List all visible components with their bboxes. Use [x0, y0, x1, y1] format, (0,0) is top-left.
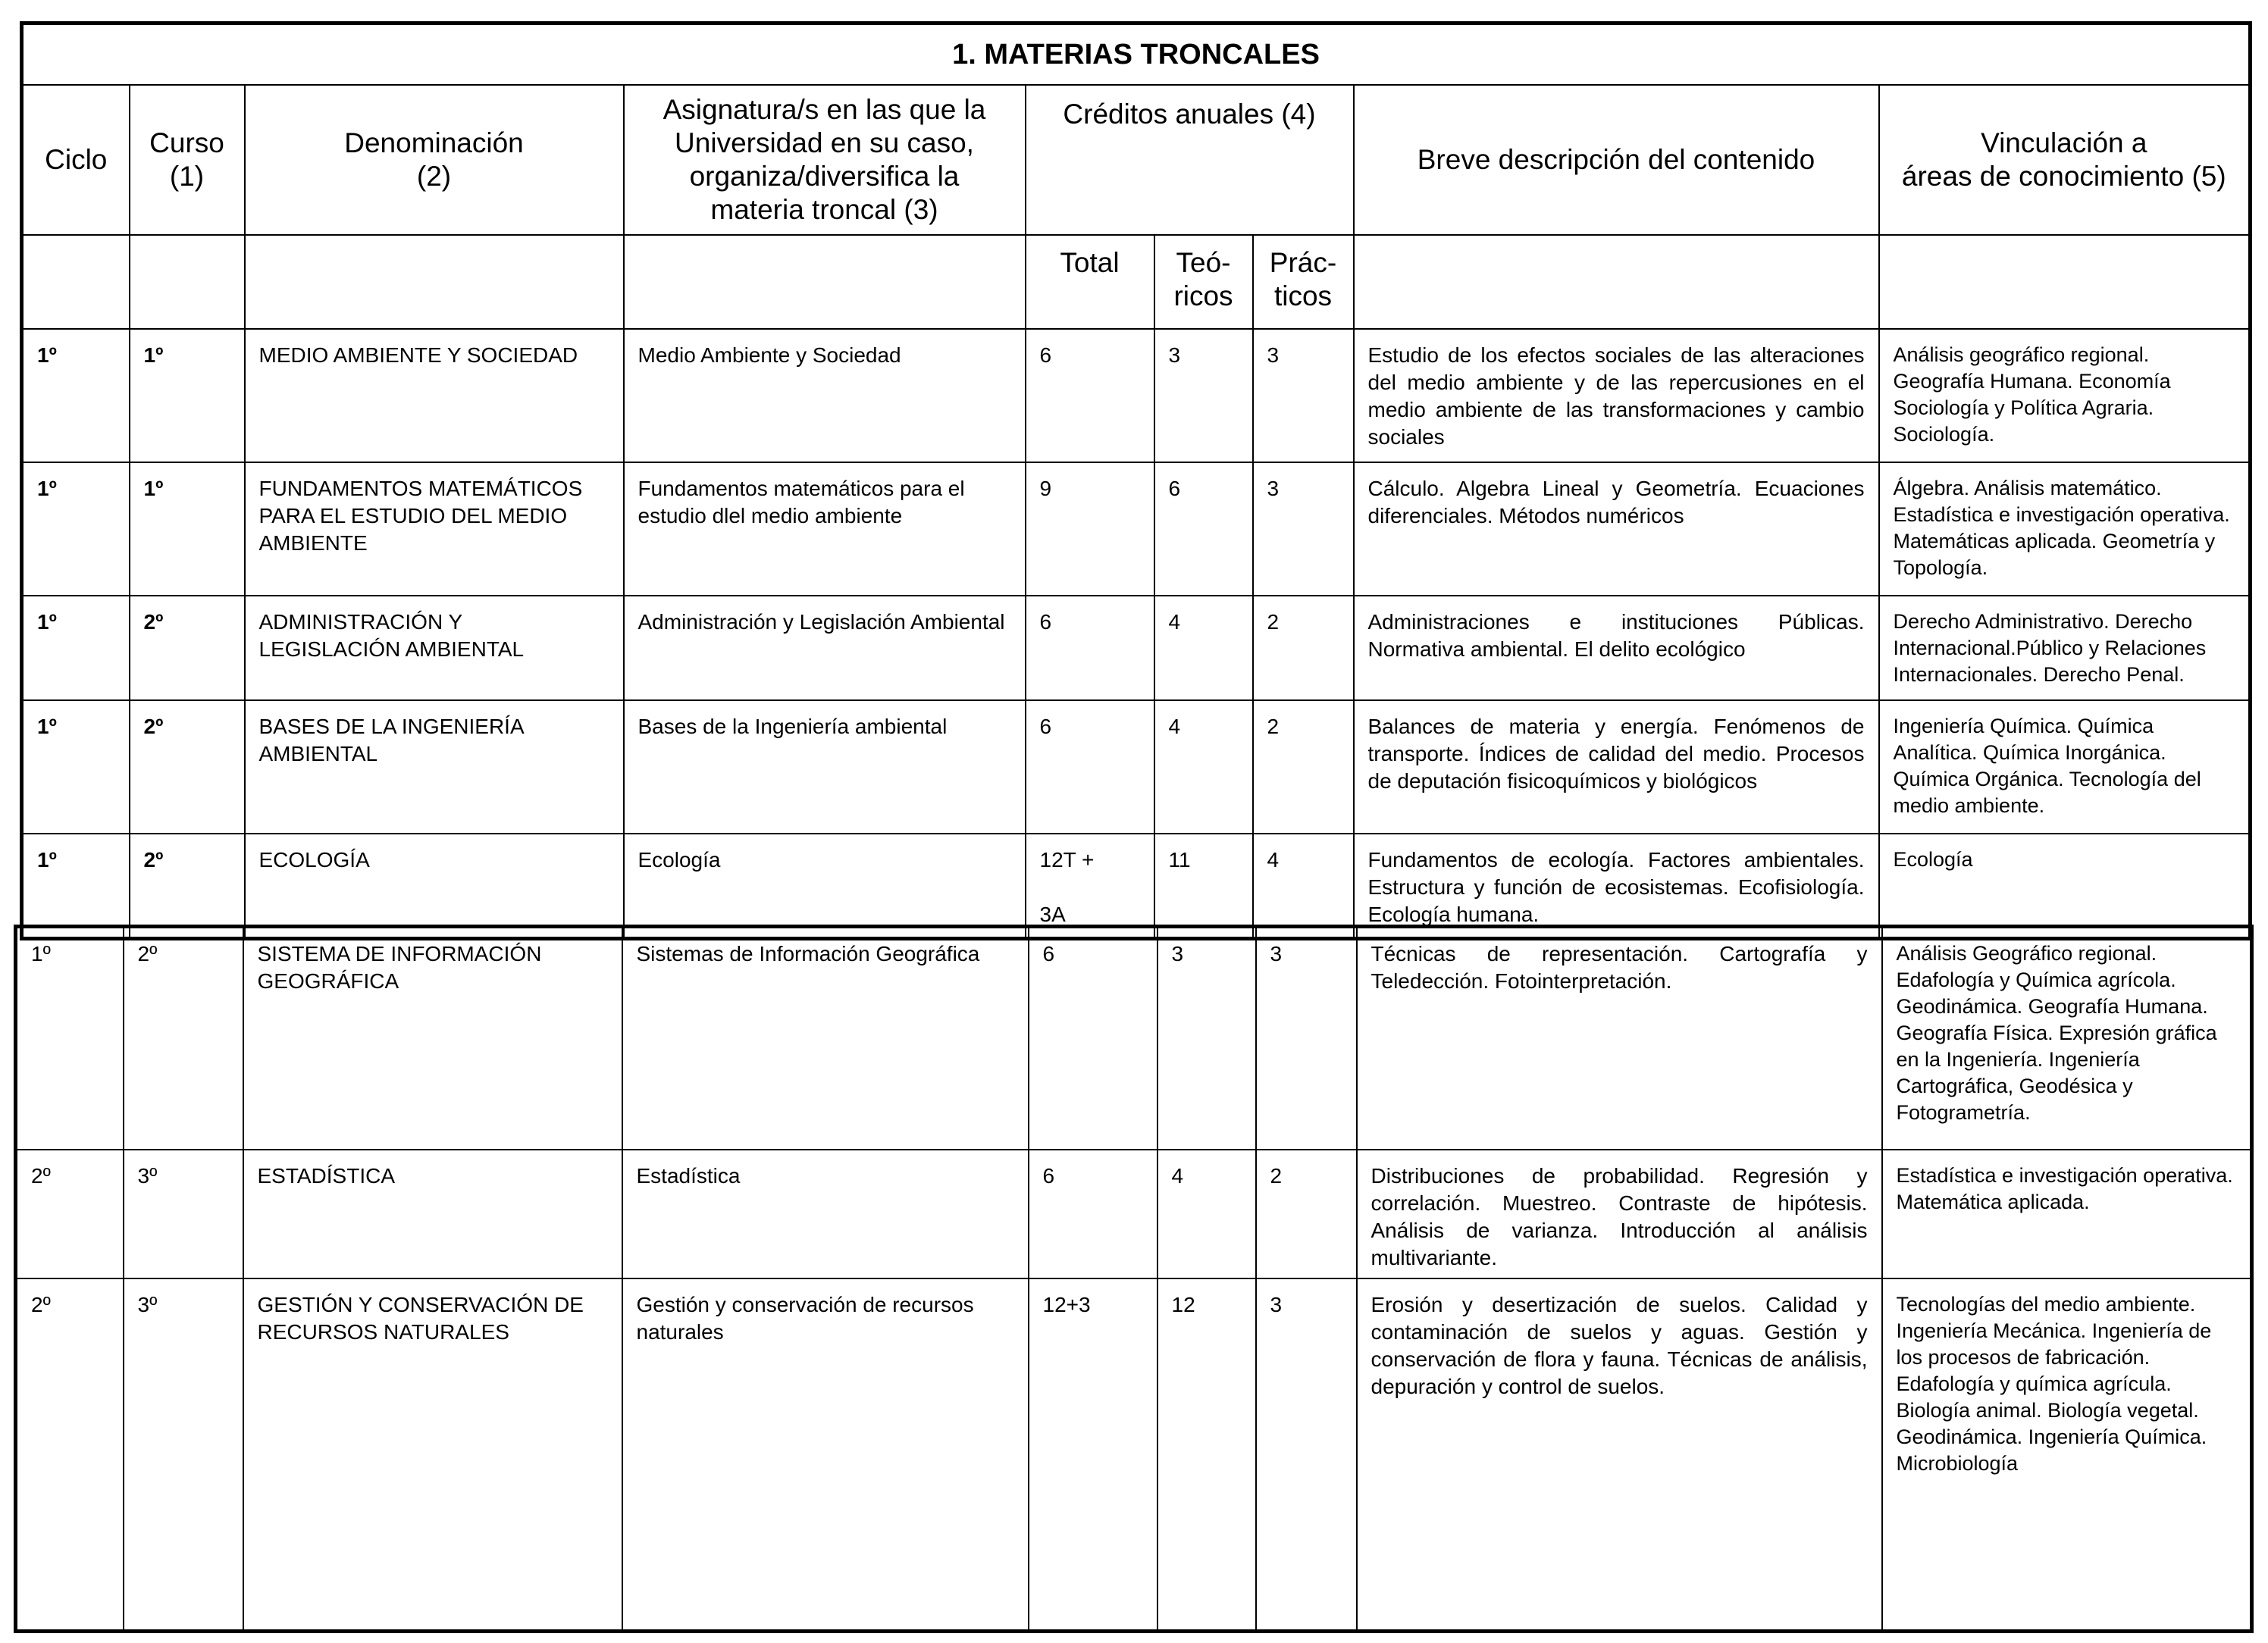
cell-denominacion: SISTEMA DE INFORMACIÓN GEOGRÁFICA	[243, 927, 622, 1150]
cell-descripcion: Fundamentos de ecología. Factores ambientales. Estructura y función de ecosistemas. Ecofisiología. Ecología humana.	[1354, 834, 1879, 938]
cell-descripcion: Estudio de los efectos sociales de las alteraciones del medio ambiente y de las repercusiones en el medio ambiente de las transformaciones y cambio sociales	[1354, 329, 1879, 462]
cell-vinculacion: Derecho Administrativo. Derecho Internacional.Público y Relaciones Internacionales. Derecho Penal.	[1879, 596, 2251, 700]
header-ciclo: Ciclo	[22, 85, 130, 235]
table-row	[22, 596, 2251, 700]
cell-practicos: 2	[1253, 596, 1354, 700]
cell-descripcion: Balances de materia y energía. Fenómenos de transporte. Índices de calidad del medio. Procesos de deputación fisicoquímicos y biológicos	[1354, 700, 1879, 834]
cell-denominacion: ESTADÍSTICA	[243, 1150, 622, 1278]
cell-total: 12+3	[1029, 1278, 1157, 1632]
cell-vinculacion: Ingeniería Química. Química Analítica. Química Inorgánica. Química Orgánica. Tecnología del medio ambiente.	[1879, 700, 2251, 834]
cell-curso: 2º	[130, 596, 245, 700]
cell-total: 6	[1026, 596, 1154, 700]
cell-teoricos: 11	[1154, 834, 1253, 938]
table-row	[22, 700, 2251, 834]
table-row	[22, 329, 2251, 462]
cell-total: 6	[1026, 329, 1154, 462]
header-vinculacion: Vinculación a áreas de conocimiento (5)	[1879, 85, 2251, 235]
cell-practicos: 3	[1256, 927, 1357, 1150]
subheader-empty	[624, 235, 1026, 329]
subheader-empty	[130, 235, 245, 329]
cell-curso: 3º	[124, 1278, 243, 1632]
cell-total: 6	[1029, 1150, 1157, 1278]
cell-teoricos: 4	[1154, 700, 1253, 834]
cell-descripcion: Cálculo. Algebra Lineal y Geometría. Ecuaciones diferenciales. Métodos numéricos	[1354, 462, 1879, 596]
table-row	[16, 927, 2252, 1150]
header-total: Total	[1026, 235, 1154, 329]
cell-curso: 3º	[124, 1150, 243, 1278]
table-row	[22, 462, 2251, 596]
cell-vinculacion: Estadística e investigación operativa. Matemática aplicada.	[1882, 1150, 2252, 1278]
cell-ciclo: 1º	[22, 329, 130, 462]
cell-ciclo: 2º	[16, 1278, 124, 1632]
cell-denominacion: FUNDAMENTOS MATEMÁTICOS PARA EL ESTUDIO DEL MEDIO AMBIENTE	[245, 462, 624, 596]
cell-denominacion: ADMINISTRACIÓN Y LEGISLACIÓN AMBIENTAL	[245, 596, 624, 700]
cell-vinculacion: Ecología	[1879, 834, 2251, 938]
cell-asignatura: Bases de la Ingeniería ambiental	[624, 700, 1026, 834]
header-creditos: Créditos anuales (4)	[1026, 85, 1354, 235]
cell-ciclo: 1º	[22, 700, 130, 834]
header-asignatura: Asignatura/s en las que la Universidad en su caso, organiza/diversifica la materia troncal (3)	[624, 85, 1026, 235]
cell-asignatura: Medio Ambiente y Sociedad	[624, 329, 1026, 462]
cell-asignatura: Fundamentos matemáticos para el estudio dlel medio ambiente	[624, 462, 1026, 596]
cell-ciclo: 1º	[22, 834, 130, 938]
cell-total: 6	[1026, 700, 1154, 834]
cell-teoricos: 4	[1154, 596, 1253, 700]
cell-ciclo: 1º	[22, 462, 130, 596]
cell-ciclo: 2º	[16, 1150, 124, 1278]
cell-curso: 2º	[124, 927, 243, 1150]
cell-vinculacion: Análisis Geográfico regional. Edafología y Química agrícola. Geodinámica. Geografía Humana. Geografía Física. Expresión gráfica en la Ingeniería. Ingeniería Cartográfica, Geodésica y Fotogrametría.	[1882, 927, 2252, 1150]
cell-total: 9	[1026, 462, 1154, 596]
cell-asignatura: Administración y Legislación Ambiental	[624, 596, 1026, 700]
cell-descripcion: Administraciones e instituciones Públicas. Normativa ambiental. El delito ecológico	[1354, 596, 1879, 700]
cell-teoricos: 4	[1157, 1150, 1256, 1278]
cell-asignatura: Ecología	[624, 834, 1026, 938]
cell-curso: 2º	[130, 834, 245, 938]
subheader-empty	[22, 235, 130, 329]
subheader-empty	[1879, 235, 2251, 329]
cell-teoricos: 3	[1154, 329, 1253, 462]
header-teoricos: Teó- ricos	[1154, 235, 1253, 329]
cell-denominacion: MEDIO AMBIENTE Y SOCIEDAD	[245, 329, 624, 462]
cell-total: 12T + 3A	[1026, 834, 1154, 938]
table-row	[22, 834, 2251, 938]
cell-curso: 1º	[130, 329, 245, 462]
header-curso: Curso (1)	[130, 85, 245, 235]
cell-teoricos: 6	[1154, 462, 1253, 596]
cell-practicos: 3	[1253, 462, 1354, 596]
cell-denominacion: BASES DE LA INGENIERÍA AMBIENTAL	[245, 700, 624, 834]
troncales-table-top	[20, 21, 2252, 940]
cell-curso: 2º	[130, 700, 245, 834]
cell-vinculacion: Álgebra. Análisis matemático. Estadística e investigación operativa. Matemáticas aplicada. Geometría y Topología.	[1879, 462, 2251, 596]
cell-practicos: 4	[1253, 834, 1354, 938]
cell-asignatura: Gestión y conservación de recursos naturales	[622, 1278, 1029, 1632]
cell-descripcion: Técnicas de representación. Cartografía y Teledección. Fotointerpretación.	[1357, 927, 1882, 1150]
subheader-empty	[245, 235, 624, 329]
cell-practicos: 3	[1256, 1278, 1357, 1632]
cell-asignatura: Estadística	[622, 1150, 1029, 1278]
table-row	[16, 1150, 2252, 1278]
header-practicos: Prác- ticos	[1253, 235, 1354, 329]
cell-descripcion: Erosión y desertización de suelos. Calidad y contaminación de suelos y aguas. Gestión y conservación de flora y fauna. Técnicas de análisis, depuración y control de suelos.	[1357, 1278, 1882, 1632]
cell-asignatura: Sistemas de Información Geográfica	[622, 927, 1029, 1150]
header-descripcion: Breve descripción del contenido	[1354, 85, 1879, 235]
cell-practicos: 2	[1256, 1150, 1357, 1278]
cell-descripcion: Distribuciones de probabilidad. Regresión y correlación. Muestreo. Contraste de hipótesis. Análisis de varianza. Introducción al análisis multivariante.	[1357, 1150, 1882, 1278]
header-denominacion: Denominación (2)	[245, 85, 624, 235]
cell-ciclo: 1º	[16, 927, 124, 1150]
table-title: 1. MATERIAS TRONCALES	[22, 23, 2251, 86]
cell-teoricos: 12	[1157, 1278, 1256, 1632]
cell-denominacion: ECOLOGÍA	[245, 834, 624, 938]
table-row	[16, 1278, 2252, 1632]
cell-vinculacion: Análisis geográfico regional. Geografía Humana. Economía Sociología y Política Agraria. Sociología.	[1879, 329, 2251, 462]
troncales-table-bottom	[14, 925, 2254, 1633]
cell-total: 6	[1029, 927, 1157, 1150]
cell-practicos: 3	[1253, 329, 1354, 462]
subheader-empty	[1354, 235, 1879, 329]
cell-ciclo: 1º	[22, 596, 130, 700]
cell-denominacion: GESTIÓN Y CONSERVACIÓN DE RECURSOS NATURALES	[243, 1278, 622, 1632]
cell-vinculacion: Tecnologías del medio ambiente. Ingeniería Mecánica. Ingeniería de los procesos de fabricación. Edafología y química agrícula. Biología animal. Biología vegetal. Geodinámica. Ingeniería Química. Microbiología	[1882, 1278, 2252, 1632]
cell-practicos: 2	[1253, 700, 1354, 834]
cell-teoricos: 3	[1157, 927, 1256, 1150]
cell-curso: 1º	[130, 462, 245, 596]
